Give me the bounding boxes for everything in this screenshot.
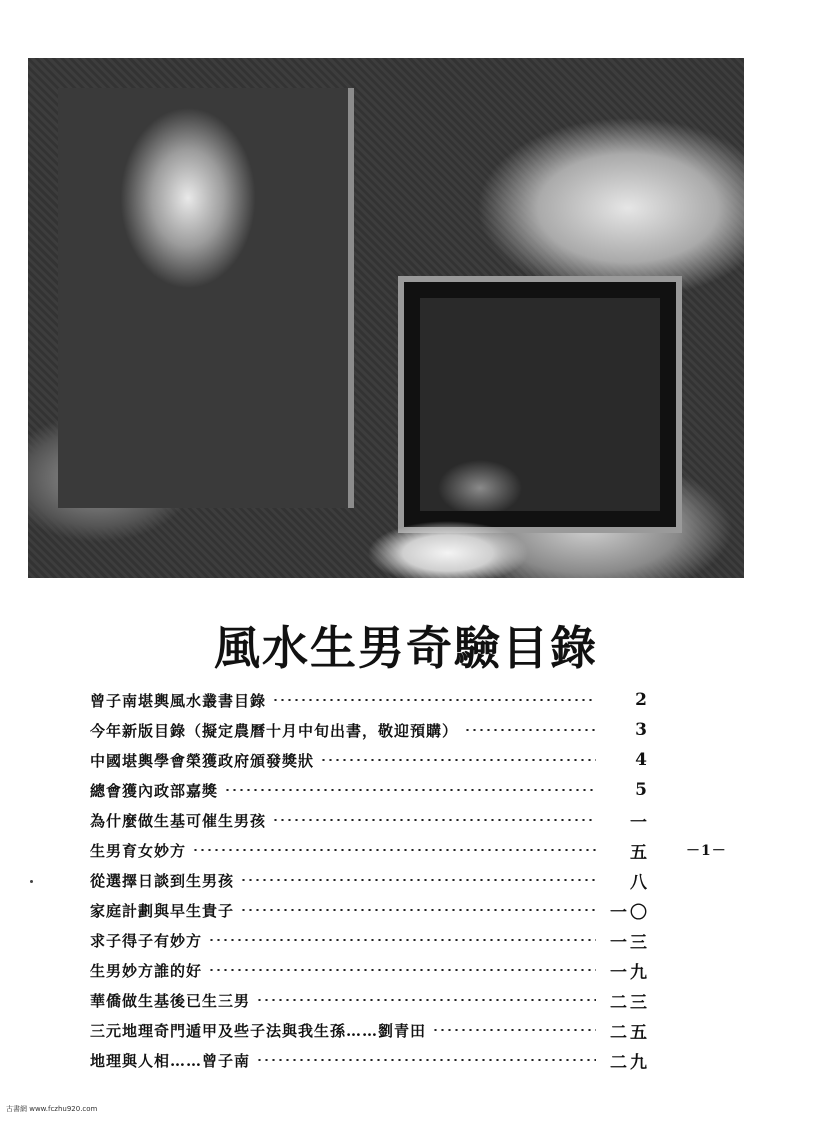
toc-entry-title: 生男育女妙方 (90, 841, 187, 860)
toc-leader-dots (224, 789, 596, 791)
toc-leader-dots (208, 969, 596, 971)
toc-entry-page: 八 (630, 872, 650, 893)
toc-leader-dots (320, 759, 596, 761)
toc-row[interactable] (90, 716, 650, 744)
framed-portrait-right-inner (420, 298, 660, 511)
toc-row[interactable] (90, 956, 650, 984)
toc-entry-page: 一 (630, 812, 650, 833)
framed-portrait-left (58, 88, 354, 508)
toc-row[interactable] (90, 986, 650, 1014)
toc-entry-page: 一三 (610, 932, 650, 953)
toc-row[interactable] (90, 776, 650, 804)
toc-entry-page: 5 (635, 780, 650, 800)
toc-leader-dots (256, 999, 596, 1001)
toc-entry-page: 五 (630, 842, 650, 863)
toc-entry-title: 從選擇日談到生男孩 (90, 871, 235, 890)
toc-entry-page: 二三 (610, 992, 650, 1013)
toc-entry-page: 3 (635, 720, 650, 740)
toc-leader-dots (240, 879, 596, 881)
toc-leader-dots (272, 699, 596, 701)
toc-entry-title: 為什麼做生基可催生男孩 (90, 811, 267, 830)
toc-entry-title: 中國堪輿學會榮獲政府頒發獎狀 (90, 751, 315, 770)
toc-entry-page: 一〇 (610, 902, 650, 923)
toc-entry-title: 生男妙方誰的好 (90, 961, 203, 980)
photo-highlight (348, 513, 548, 578)
toc-row[interactable] (90, 926, 650, 954)
toc-row[interactable] (90, 866, 650, 894)
toc-entry-title: 華僑做生基後已生三男 (90, 991, 251, 1010)
toc-entry-page: 二九 (610, 1052, 650, 1073)
toc-entry-page: 一九 (610, 962, 650, 983)
toc-leader-dots (208, 939, 596, 941)
toc-entry-title: 今年新版目錄（擬定農曆十月中旬出書，敬迎預購） (90, 721, 459, 740)
page-number: －1－ (686, 843, 727, 859)
toc-leader-dots (192, 849, 596, 851)
toc-entry-page: 2 (635, 690, 650, 710)
toc-entry-title: 求子得子有妙方 (90, 931, 203, 950)
toc-row[interactable] (90, 746, 650, 774)
toc-leader-dots (432, 1029, 596, 1031)
footer-watermark: 古書網 www.fczhu920.com (6, 1105, 98, 1113)
framed-portrait-right (398, 276, 682, 533)
toc-entry-page: 二五 (610, 1022, 650, 1043)
toc-row[interactable] (90, 896, 650, 924)
toc-leader-dots (464, 729, 596, 731)
toc-leader-dots (240, 909, 596, 911)
toc-entry-page: 4 (635, 750, 650, 770)
toc-entry-title: 曾子南堪輿風水叢書目錄 (90, 691, 267, 710)
toc-row[interactable] (90, 1016, 650, 1044)
toc-row[interactable] (90, 686, 650, 714)
toc-entry-title: 三元地理奇門遁甲及些子法與我生孫……劉青田 (90, 1021, 427, 1040)
toc-row[interactable] (90, 806, 650, 834)
toc-leader-dots (272, 819, 596, 821)
toc-entry-title: 家庭計劃與早生貴子 (90, 901, 235, 920)
toc-row[interactable] (90, 836, 650, 864)
toc-entry-title: 地理與人相……曾子南 (90, 1051, 251, 1070)
scan-speck (30, 880, 33, 883)
page-title: 風水生男奇驗目錄 (214, 621, 598, 675)
toc-row[interactable] (90, 1046, 650, 1074)
toc-leader-dots (256, 1059, 596, 1061)
toc-entry-title: 總會獲內政部嘉獎 (90, 781, 219, 800)
scanned-photo (28, 58, 744, 578)
